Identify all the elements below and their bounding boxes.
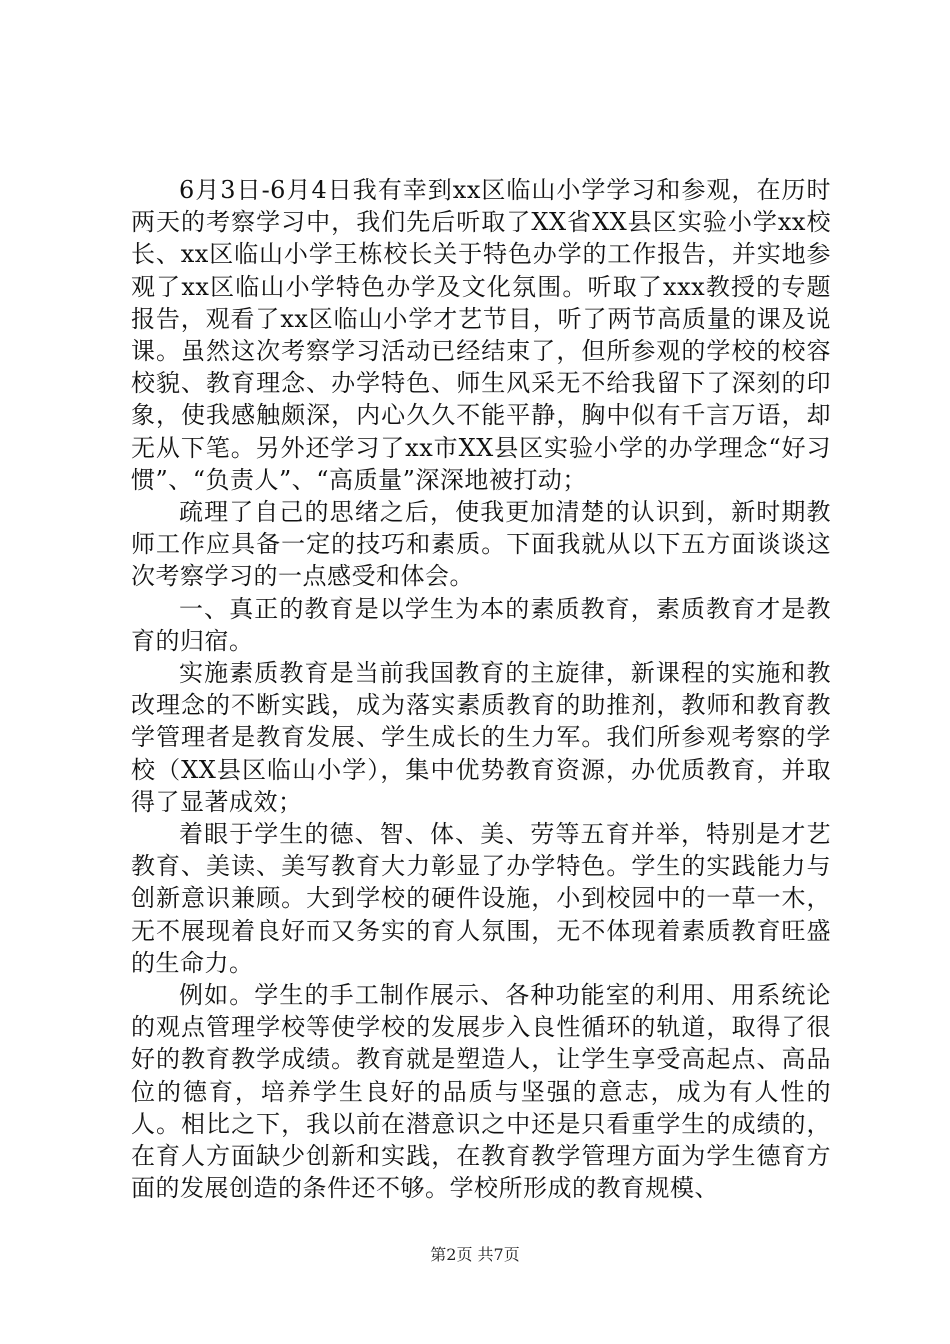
section-heading-1: 一、真正的教育是以学生为本的素质教育，素质教育才是教育的归宿。: [131, 594, 831, 655]
paragraph-reflection-intro: 疏理了自己的思绪之后，使我更加清楚的认识到，新时期教师工作应具备一定的技巧和素质。下面我就从以下五方面谈谈这次考察学习的一点感受和体会。: [131, 498, 831, 591]
document-body: [131, 174, 831, 1205]
paragraph-visit-summary: 6月3日-6月4日我有幸到xx区临山小学学习和参观，在历时两天的考察学习中，我们先后听取了XX省XX县区实验小学xx校长、xx区临山小学王栋校长关于特色办学的工作报告，并实地参观了xx区临山小学特色办学及文化氛围。听取了xxx教授的专题报告，观看了xx区临山小学才艺节目，听了两节高质量的课及说课。虽然这次考察学习活动已经结束了，但所参观的学校的校容校貌、教育理念、办学特色、师生风采无不给我留下了深刻的印象，使我感触颇深，内心久久不能平静，胸中似有千言万语，却无从下笔。另外还学习了xx市XX县区实验小学的办学理念“好习惯”、“负责人”、“高质量”深深地被打动；: [131, 176, 831, 494]
page-number-footer: 第2页 共7页: [430, 1245, 520, 1264]
paragraph-five-education: 着眼于学生的德、智、体、美、劳等五育并举，特别是才艺教育、美读、美写教育大力彰显了办学特色。学生的实践能力与创新意识兼顾。大到学校的硬件设施，小到校园中的一草一木，无不展现着良好而又务实的育人氛围，无不体现着素质教育旺盛的生命力。: [131, 820, 831, 977]
paragraph-example: 例如。学生的手工制作展示、各种功能室的利用、用系统论的观点管理学校等使学校的发展步入良性循环的轨道，取得了很好的教育教学成绩。教育就是塑造人，让学生享受高起点、高品位的德育，培养学生良好的品质与坚强的意志，成为有人性的人。相比之下，我以前在潜意识之中还是只看重学生的成绩的，在育人方面缺少创新和实践，在教育教学管理方面为学生德育方面的发展创造的条件还不够。学校所形成的教育规模、: [131, 981, 831, 1203]
paragraph-quality-education: 实施素质教育是当前我国教育的主旋律，新课程的实施和教改理念的不断实践，成为落实素质教育的助推剂，教师和教育教学管理者是教育发展、学生成长的生力军。我们所参观考察的学校（XX县区临山小学），集中优势教育资源，办优质教育，并取得了显著成效；: [131, 659, 831, 816]
